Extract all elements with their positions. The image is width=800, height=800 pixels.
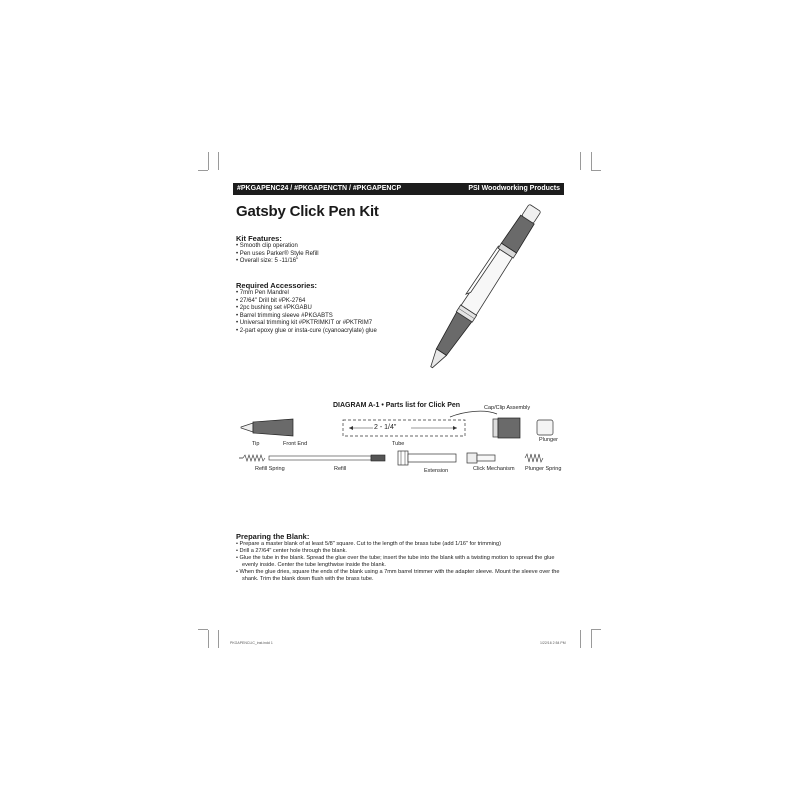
accessories-heading: Required Accessories: (236, 281, 318, 290)
crop-mark (591, 152, 592, 170)
crop-mark (591, 170, 601, 171)
list-item: • Pen uses Parker® Style Refill (236, 251, 319, 259)
diagram-dimension: 2 - 1/4" (374, 424, 397, 431)
preparing-heading: Preparing the Blank: (236, 532, 310, 541)
label-extension: Extension (424, 468, 449, 474)
list-item: • Drill a 27/64" center hole through the blank. (236, 548, 566, 555)
label-refill: Refill (334, 466, 347, 472)
list-item: • Smooth clip operation (236, 243, 319, 251)
list-item: • Glue the tube in the blank. Spread the glue over the tube; insert the tube into the blank with a twisting motion to spread the glue evenly inside. Center the tube lengthwise inside the blank. (236, 555, 566, 569)
label-tube: Tube (392, 441, 405, 447)
crop-mark (208, 630, 209, 648)
preparing-section (236, 532, 566, 583)
kit-features (236, 234, 319, 266)
header-bar (233, 183, 564, 195)
crop-mark (218, 630, 219, 648)
kit-features-heading: Kit Features: (236, 234, 282, 243)
crop-mark (580, 630, 581, 648)
list-item: • When the glue dries, square the ends of the blank using a 7mm barrel trimmer with the adapter sleeve. Mount the sleeve over the shank. Trim the blank down flush with the brass tube. (236, 569, 566, 583)
crop-mark (198, 170, 208, 171)
list-item: • 27/64" Drill bit #PK-2764 (236, 298, 377, 306)
list-item: • Prepare a master blank of at least 5/8" square. Cut to the length of the brass tube (add 1/16" for trimming) (236, 541, 566, 548)
assembled-pen-illustration (400, 195, 570, 375)
crop-mark (208, 152, 209, 170)
crop-mark (580, 152, 581, 170)
list-item: • 2pc bushing set #PKGABU (236, 305, 377, 313)
required-accessories (236, 281, 377, 336)
sku-list: #PKGAPENC24 / #PKGAPENCTN / #PKGAPENCP (237, 185, 402, 192)
crop-mark (218, 152, 219, 170)
footer-filename: PKGAPENCLIC_inst.indd 1 (230, 641, 273, 645)
page-title: Gatsby Click Pen Kit (236, 203, 379, 220)
list-item: • Universal trimming kit #PKTRIMKIT or #PKTRIM7 (236, 320, 377, 328)
brand-name: PSI Woodworking Products (468, 185, 560, 192)
crop-mark (198, 629, 208, 630)
label-refill-spring: Refill Spring (255, 466, 285, 472)
crop-mark (591, 629, 601, 630)
list-item: • Overall size: 5 -11/16" (236, 258, 319, 266)
label-front-end: Front End (283, 441, 308, 447)
label-plunger: Plunger (539, 437, 558, 443)
label-plunger-spring: Plunger Spring (525, 466, 562, 472)
label-click-mechanism: Click Mechanism (473, 466, 515, 472)
footer-date: 1/22/16 2:54 PM (540, 641, 566, 645)
list-item: • 2-part epoxy glue or insta-cure (cyanoacrylate) glue (236, 328, 377, 336)
list-item: • 7mm Pen Mandrel (236, 290, 377, 298)
diagram-title: DIAGRAM A-1 • Parts list for Click Pen (333, 402, 461, 409)
label-tip: Tip (252, 441, 260, 447)
list-item: • Barrel trimming sleeve #PKGABTS (236, 313, 377, 321)
label-cap-clip: Cap/Clip Assembly (484, 405, 531, 411)
crop-mark (591, 630, 592, 648)
